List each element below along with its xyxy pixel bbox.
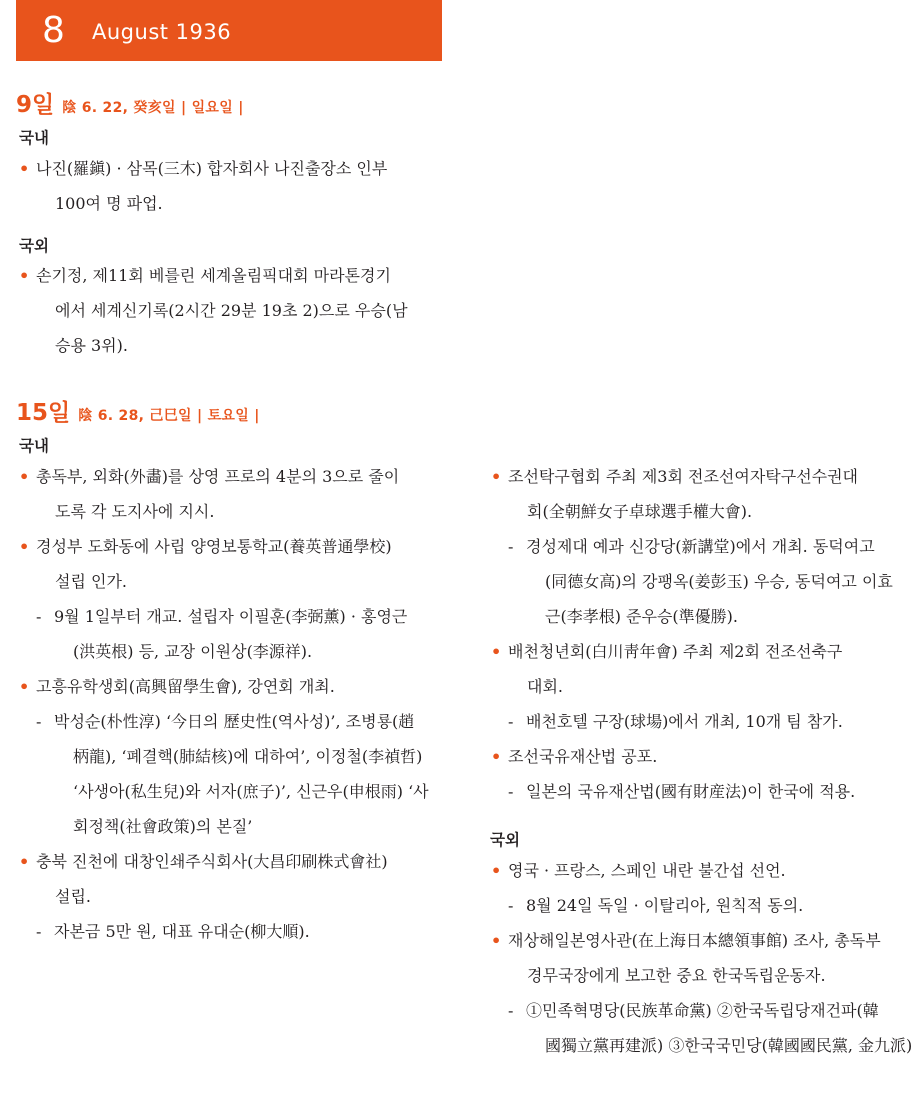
text-line: 배천호텔 구장(球場)에서 개최, 10개 팀 참가.	[526, 712, 843, 731]
list-item	[489, 634, 914, 704]
text-line: 國獨立黨再建派) ③한국국민당(韓國國民黨, 金九派)	[545, 1036, 913, 1055]
text-line: 경성제대 예과 신강당(新講堂)에서 개최. 동덕여고	[526, 537, 875, 556]
text-line: (洪英根) 등, 교장 이원상(李源祥).	[73, 642, 313, 661]
dash-marker: -	[36, 922, 42, 941]
text-line: 100여 명 파업.	[55, 194, 163, 213]
text-line: 설립.	[55, 887, 91, 906]
text-line: 조선탁구협회 주최 제3회 전조선여자탁구선수권대	[508, 467, 859, 486]
sub-note	[489, 993, 914, 1063]
text-line: 재상해일본영사관(在上海日本總領事館) 조사, 총독부	[508, 931, 881, 950]
bullet-marker: •	[491, 467, 502, 486]
sub-note	[17, 599, 442, 669]
list-item	[17, 258, 437, 363]
list-item	[17, 529, 442, 599]
text-line: 충북 진천에 대창인쇄주식회사(大昌印刷株式會社)	[36, 852, 388, 871]
text-line: 8월 24일 독일 · 이탈리아, 원칙적 동의.	[526, 896, 804, 915]
text-line: 손기정, 제11회 베를린 세계올림픽대회 마라톤경기	[36, 266, 391, 285]
text-line: 총독부, 외화(外畵)를 상영 프로의 4분의 3으로 줄이	[36, 467, 400, 486]
list-item	[489, 853, 914, 888]
day15-right-column	[489, 459, 914, 809]
bullet-marker: •	[19, 677, 30, 696]
day9-domestic-list	[17, 151, 437, 221]
month-date: August 1936	[92, 20, 232, 44]
day9-foreign-list	[17, 258, 437, 363]
sub-note	[489, 774, 914, 809]
bullet-marker: •	[491, 931, 502, 950]
day15-title: 15일	[16, 400, 71, 426]
text-line: 설립 인가.	[55, 572, 127, 591]
list-item	[17, 459, 442, 529]
text-line: 승용 3위).	[55, 336, 128, 355]
month-number: 8	[42, 10, 65, 51]
day9-info: 陰 6. 22, 癸亥일 | 일요일 |	[62, 100, 244, 116]
bullet-marker: •	[19, 537, 30, 556]
text-line: ①민족혁명당(民族革命黨) ②한국독립당재건파(韓	[526, 1001, 879, 1020]
text-line: 나진(羅鎭) · 삼목(三木) 합자회사 나진출장소 인부	[36, 159, 388, 178]
text-line: ‘사생아(私生兒)와 서자(庶子)’, 신근우(申根雨) ‘사	[73, 782, 429, 801]
day15-left-column	[17, 459, 442, 949]
sub-note	[489, 529, 914, 634]
day9-heading	[16, 86, 244, 119]
dash-marker: -	[508, 782, 514, 801]
bullet-marker: •	[491, 642, 502, 661]
dash-marker: -	[36, 607, 42, 626]
day15-domestic-label: 국내	[19, 437, 49, 455]
list-item	[489, 459, 914, 529]
text-line: 대회.	[527, 677, 563, 696]
sub-note	[17, 914, 442, 949]
bullet-marker: •	[19, 467, 30, 486]
text-line: 柄龍), ‘폐결핵(肺結核)에 대하여’, 이정철(李禎哲)	[73, 747, 423, 766]
list-item	[489, 923, 914, 993]
text-line: 에서 세계신기록(2시간 29분 19초 2)으로 우승(남	[55, 301, 408, 320]
text-line: 영국 · 프랑스, 스페인 내란 불간섭 선언.	[508, 861, 786, 880]
text-line: 배천청년회(白川靑年會) 주최 제2회 전조선축구	[508, 642, 843, 661]
list-item	[17, 844, 442, 914]
text-line: (同德女高)의 강팽옥(姜彭玉) 우승, 동덕여고 이효	[545, 572, 893, 591]
sub-note	[17, 704, 442, 844]
text-line: 9월 1일부터 개교. 설립자 이필훈(李弼薰) · 홍영근	[54, 607, 408, 626]
sub-note	[489, 704, 914, 739]
bullet-marker: •	[19, 266, 30, 285]
bullet-marker: •	[19, 159, 30, 178]
dash-marker: -	[508, 537, 514, 556]
bullet-marker: •	[19, 852, 30, 871]
dash-marker: -	[508, 1001, 514, 1020]
day15-info: 陰 6. 28, 己巳일 | 토요일 |	[78, 408, 260, 424]
month-banner	[16, 0, 442, 61]
text-line: 경무국장에게 보고한 중요 한국독립운동자.	[527, 966, 826, 985]
day9-domestic-label: 국내	[19, 129, 49, 147]
bullet-marker: •	[491, 747, 502, 766]
day15-foreign-label: 국외	[490, 831, 520, 849]
text-line: 자본금 5만 원, 대표 유대순(柳大順).	[54, 922, 310, 941]
day9-title: 9일	[16, 92, 55, 118]
list-item	[17, 151, 437, 221]
day15-heading	[16, 394, 260, 427]
text-line: 조선국유재산법 공포.	[508, 747, 658, 766]
sub-note	[489, 888, 914, 923]
dash-marker: -	[508, 896, 514, 915]
text-line: 일본의 국유재산법(國有財産法)이 한국에 적용.	[526, 782, 856, 801]
bullet-marker: •	[491, 861, 502, 880]
dash-marker: -	[36, 712, 42, 731]
text-line: 박성순(朴性淳) ‘今日의 歷史性(역사성)’, 조병룡(趙	[54, 712, 415, 731]
text-line: 도록 각 도지사에 지시.	[55, 502, 215, 521]
dash-marker: -	[508, 712, 514, 731]
text-line: 고흥유학생회(高興留學生會), 강연회 개최.	[36, 677, 335, 696]
text-line: 경성부 도화동에 사립 양영보통학교(養英普通學校)	[36, 537, 392, 556]
day9-foreign-label: 국외	[19, 237, 49, 255]
text-line: 회정책(社會政策)의 본질’	[73, 817, 253, 836]
text-line: 회(全朝鮮女子卓球選手權大會).	[527, 502, 753, 521]
day15-foreign-list	[489, 853, 914, 1063]
list-item	[489, 739, 914, 774]
text-line: 근(李孝根) 준우승(準優勝).	[545, 607, 738, 626]
list-item	[17, 669, 442, 704]
